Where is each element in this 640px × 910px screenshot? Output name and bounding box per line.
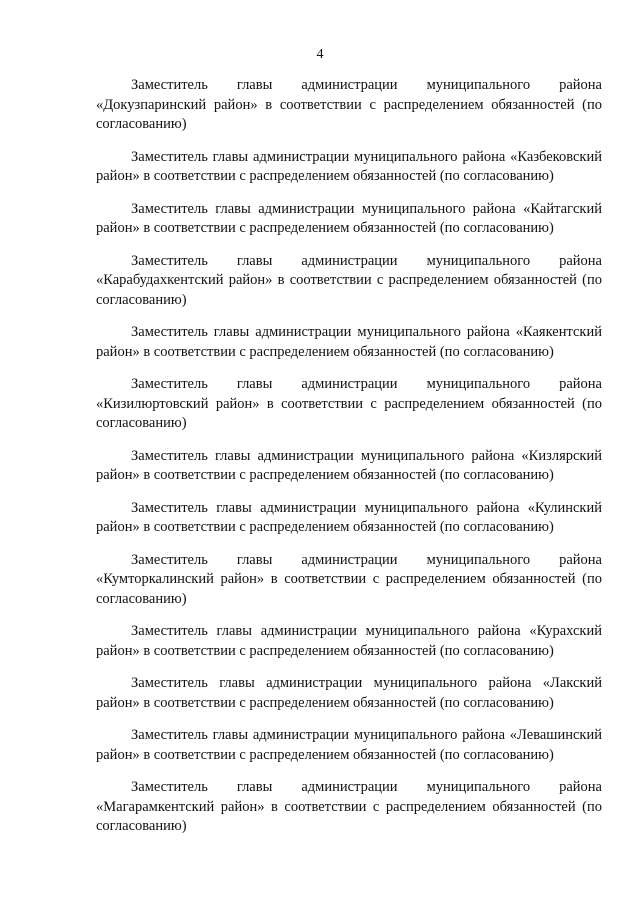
- paragraph: Заместитель главы администрации муниципального района «Магарамкентский район» в соответствии с распределением обязанностей (по согласованию): [96, 779, 602, 834]
- paragraph: Заместитель главы администрации муниципального района «Карабудахкентский район» в соответствии с распределением обязанностей (по согласованию): [96, 252, 602, 308]
- paragraph: Заместитель главы администрации муниципального района «Кумторкалинский район» в соответствии с распределением обязанностей (по согласованию): [96, 551, 602, 607]
- paragraph: Заместитель главы администрации муниципального района «Кизлярский район» в соответствии с распределением обязанностей (по согласованию): [96, 447, 602, 483]
- paragraph: Заместитель главы администрации муниципального района «Лакский район» в соответствии с распределением обязанностей (по согласованию): [96, 675, 602, 711]
- page-number: 4: [316, 47, 324, 62]
- paragraph: Заместитель главы администрации муниципального района «Каякентский район» в соответствии с распределением обязанностей (по согласованию): [96, 324, 602, 360]
- paragraph: Заместитель главы администрации муниципального района «Курахский район» в соответствии с распределением обязанностей (по согласованию): [96, 623, 602, 659]
- paragraph: Заместитель главы администрации муниципального района «Докузпаринский район» в соответствии с распределением обязанностей (по согласованию): [96, 77, 602, 132]
- paragraph: Заместитель главы администрации муниципального района «Кайтагский район» в соответствии с распределением обязанностей (по согласованию): [96, 200, 602, 236]
- paragraph: Заместитель главы администрации муниципального района «Кулинский район» в соответствии с распределением обязанностей (по согласованию): [96, 499, 602, 535]
- paragraph: Заместитель главы администрации муниципального района «Казбековский район» в соответствии с распределением обязанностей (по согласованию): [96, 148, 602, 184]
- paragraph: Заместитель главы администрации муниципального района «Кизилюртовский район» в соответствии с распределением обязанностей (по согласованию): [96, 376, 602, 431]
- paragraph: Заместитель главы администрации муниципального района «Левашинский район» в соответствии с распределением обязанностей (по согласованию): [96, 727, 602, 763]
- document-body: [96, 76, 602, 850]
